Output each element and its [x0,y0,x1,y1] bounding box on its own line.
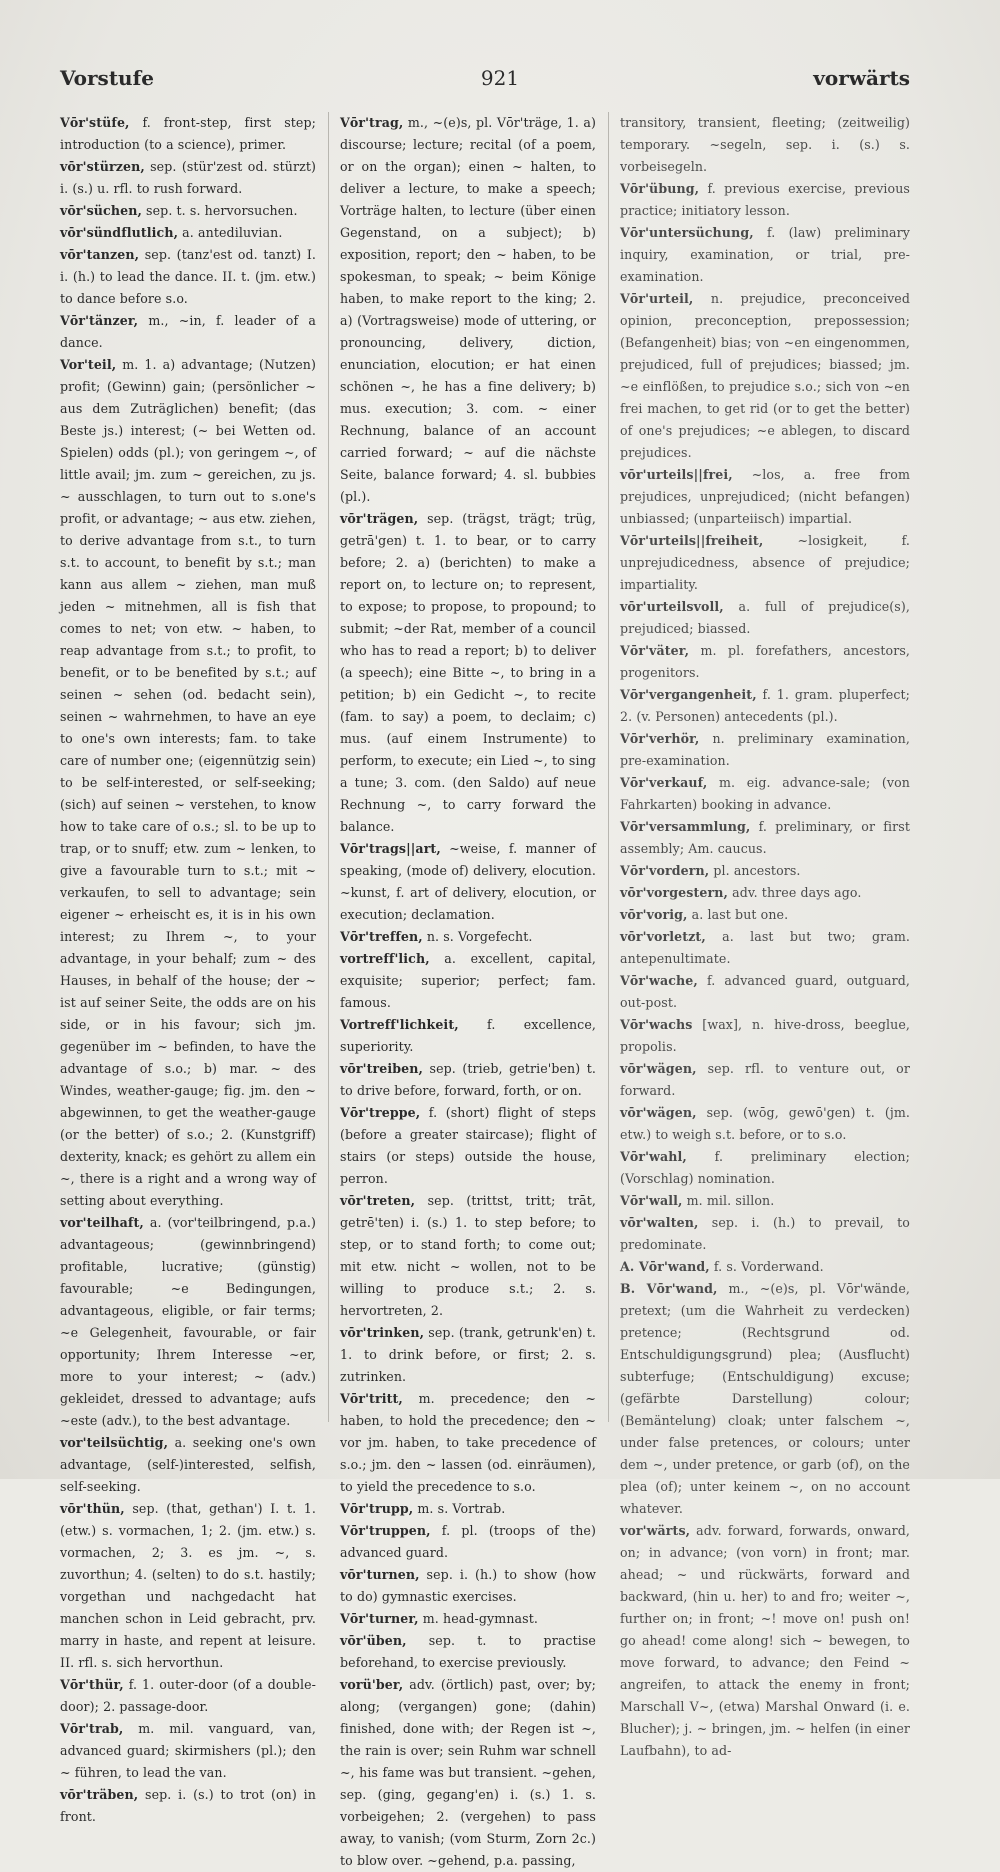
dictionary-entry [620,1278,910,1520]
entry-definition: sep. (wōg, gewō'gen) t. (jm. etw.) to weigh s.t. before, or to s.o. [620,1105,910,1142]
entry-definition: ~losigkeit, f. unprejudicedness, absence of prejudice; impartiality. [620,533,910,592]
entry-definition: a. seeking one's own advantage, (self-)interested, selfish, self-seeking. [60,1435,316,1494]
entry-headword: vor'wärts, [620,1523,691,1538]
entry-definition: sep. (that, gethan') I. t. 1. (etw.) s. vormachen, 1; 2. (jm. etw.) s. vormachen, 2; 3. es jm. ~, s. zuvorthun; 4. (selten) to do s.t. hastily; vorgethan und nachgedacht hat manchen schon in Leid gebracht, prv. marry in haste, and repent at leisure. II. rfl. s. sich hervorthun. [60,1501,316,1670]
entry-headword: Vōr'tritt, [340,1391,403,1406]
entry-definition: adv. three days ago. [727,885,862,900]
entry-headword: vor'teilhaft, [60,1215,144,1230]
entry-definition: f. 1. gram. pluperfect; 2. (v. Personen) antecedents (pl.). [620,687,910,724]
entry-headword: vōr'urteilsvoll, [620,599,724,614]
dictionary-entry [60,200,316,222]
entry-definition: a. last but two; gram. antepenultimate. [620,929,910,966]
dictionary-entry [60,1212,316,1432]
dictionary-entry [620,728,910,772]
entry-headword: Vōr'vergangenheit, [620,687,757,702]
entry-headword: Vōr'truppen, [340,1523,431,1538]
entry-definition: sep. i. (s.) to trot (on) in front. [60,1787,316,1824]
entry-definition: sep. i. (h.) to show (how to do) gymnastic exercises. [340,1567,596,1604]
entry-headword: Vor'teil, [60,357,117,372]
entry-definition: adv. (örtlich) past, over; by; along; (vergangen) gone; (dahin) finished, done with; der Regen ist ~, the rain is over; sein Ruhm war schnell ~, his fame was but transient. ~gehen, sep. (ging, gegang'en) i. (s.) 1. s. vorbeigehen; 2. (vergehen) to pass away, to vanish; (vom Sturm, Zorn 2c.) to blow over. ~gehend, p.a. passing, [340,1677,596,1868]
dictionary-entry [620,860,910,882]
entry-headword: Vōr'väter, [620,643,690,658]
entry-headword: vōr'urteils||frei, [620,467,733,482]
entry-headword: vōr'wägen, [620,1061,697,1076]
entry-definition: f. advanced guard, outguard, out-post. [620,973,910,1010]
entry-definition: a. (vor'teilbringend, p.a.) advantageous; (gewinnbringend) profitable, lucrative; (günstig) favourable; ~e Bedingungen, advantageous, eligible, or fair terms; ~e Gelegenheit, favourable, or fair opportunity; Ihrem Interesse ~er, more to your interest; ~ (adv.) gekleidet, dressed to advantage; aufs ~este (adv.), to the best advantage. [60,1215,316,1428]
entry-definition: f. 1. outer-door (of a double-door); 2. passage-door. [60,1677,316,1714]
dictionary-entry [620,464,910,530]
entry-headword: Vōr'versammlung, [620,819,751,834]
entry-headword: Vōr'thür, [60,1677,124,1692]
entry-headword: vōr'vorletzt, [620,929,706,944]
entry-headword: Vōr'verhör, [620,731,700,746]
dictionary-entry [60,222,316,244]
entry-headword: vōr'sündflutlich, [60,225,179,240]
dictionary-entry [340,1102,596,1190]
dictionary-entry [620,904,910,926]
entry-definition: n. preliminary examination, pre-examination. [620,731,910,768]
entry-definition: m. head-gymnast. [418,1611,538,1626]
entry-headword: vōr'thün, [60,1501,125,1516]
entry-headword: Vōr'trags||art, [340,841,441,856]
entry-definition: m. pl. forefathers, ancestors, progenitors. [620,643,910,680]
column-3 [620,112,910,1762]
entry-headword: Vortreff'lichkeit, [340,1017,459,1032]
entry-definition: a. antediluvian. [178,225,283,240]
entry-headword: Vōr'trag, [340,115,404,130]
entry-definition: m. eig. advance-sale; (von Fahrkarten) booking in advance. [620,775,910,812]
entry-headword: vōr'tanzen, [60,247,140,262]
dictionary-entry [620,882,910,904]
dictionary-entry [60,156,316,200]
dictionary-entry [340,1674,596,1872]
entry-headword: vōr'walten, [620,1215,699,1230]
entry-headword: vōr'treten, [340,1193,416,1208]
entry-headword: vōr'süchen, [60,203,142,218]
entry-headword: vōr'vorig, [620,907,688,922]
entry-definition: a. last but one. [687,907,789,922]
dictionary-entry [60,354,316,1212]
entry-headword: Vōr'trupp, [340,1501,414,1516]
column-2 [340,112,596,1872]
entry-headword: Vōr'wachs [620,1017,693,1032]
entry-definition: m. 1. a) advantage; (Nutzen) profit; (Gewinn) gain; (persönlicher ~ aus dem Zuträglichen) benefit; (das Beste js.) interest; (~ bei Wetten od. Spielen) odds (pl.); von geringem ~, of little avail; jm. zum ~ gereichen, zu js. ~ ausschlagen, to turn out to s.one's profit, or advantage; ~ aus etw. ziehen, to derive advantage from s.t., to turn s.t. to account, to benefit by s.t.; man kann aus allem ~ ziehen, man muß jeden ~ mitnehmen, all is fish that comes to net; von etw. ~ haben, to reap advantage from s.t.; to profit, to benefit, or to be benefited by s.t.; auf seinen ~ sehen (od. bedacht sein), seinen ~ wahrnehmen, to have an eye to one's own interests; fam. to take care of number one; (eigennützig sein) to be self-interested, or self-seeking; (sich) auf seinen ~ verstehen, to know how to take care of o.s.; sl. to be up to trap, or to snuff; etw. zum ~ lenken, to give a favourable turn to s.t.; mit ~ verkaufen, to sell to advantage; sein eigener ~ erheischt es, it is in his own interest; zu Ihrem ~, to your advantage, in your behalf; zum ~ des Hauses, in behalf of the house; der ~ ist auf seiner Seite, the odds are on his side, or in his favour; sich jm. gegenüber im ~ befinden, to have the advantage of s.o.; b) mar. ~ des Windes, weather-gauge; fig. jm. den ~ abgewinnen, to get the weather-gauge (or the better) of s.o.; 2. (Kunstgriff) dexterity, knack; es gehört zu allem ein ~, there is a right and a wrong way of setting about everything. [60,357,316,1208]
column-divider [328,112,329,1422]
dictionary-entry [620,970,910,1014]
page-number: 921 [480,66,520,90]
dictionary-entry [620,772,910,816]
dictionary-entry [340,1190,596,1322]
entry-definition: f. previous exercise, previous practice; initiatory lesson. [620,181,910,218]
entry-headword: vōr'trägen, [340,511,419,526]
dictionary-entry [60,1718,316,1784]
entry-headword: Vōr'urteils||freiheit, [620,533,764,548]
dictionary-entry [620,1102,910,1146]
entry-headword: vorü'ber, [340,1677,404,1692]
dictionary-entry [60,1498,316,1674]
entry-headword: Vōr'trab, [60,1721,124,1736]
dictionary-entry [340,1058,596,1102]
entry-definition: f. front-step, first step; introduction (to a science), primer. [60,115,316,152]
entry-definition: transitory, transient, fleeting; (zeitweilig) temporary. ~segeln, sep. i. (s.) s. vorbeisegeln. [620,115,910,174]
entry-headword: Vōr'stüfe, [60,115,130,130]
entry-definition: sep. (trieb, getrie'ben) t. to drive before, forward, forth, or on. [340,1061,596,1098]
running-head-right: vorwärts [813,66,910,90]
entry-definition: m., ~(e)s, pl. Vōr'träge, 1. a) discourse; lecture; recital (of a poem, or on the organ); einen ~ halten, to deliver a lecture, to make a speech; Vorträge halten, to lecture (über einen Gegenstand, on a subject); b) exposition, report; den ~ haben, to be spokesman, to speak; ~ beim Könige haben, to make report to the king; 2. a) (Vortragsweise) mode of uttering, or pronouncing, delivery, diction, enunciation, elocution; er hat einen schönen ~, he has a fine delivery; b) mus. execution; 3. com. ~ einer Rechnung, balance of an account carried forward; ~ auf die nächste Seite, balance forward; 4. sl. bubbies (pl.). [340,115,596,504]
dictionary-entry [620,926,910,970]
entry-definition: sep. (stür'zest od. stürzt) i. (s.) u. rfl. to rush forward. [60,159,316,196]
entry-headword: vor'teilsüchtig, [60,1435,169,1450]
entry-headword: B. Vōr'wand, [620,1281,718,1296]
entry-definition: ~weise, f. manner of speaking, (mode of) delivery, elocution. ~kunst, f. art of delivery, elocution, or execution; declamation. [340,841,596,922]
dictionary-entry [620,1520,910,1762]
dictionary-entry [340,948,596,1014]
entry-definition: n. prejudice, preconceived opinion, preconception, prepossession; (Befangenheit) bias; von ~en eingenommen, prejudiced, full of prejudices; biassed; jm. ~e einflößen, to prejudice s.o.; sich von ~en frei machen, to get rid (or to get the better) of one's prejudices; ~e ablegen, to discard prejudices. [620,291,910,460]
entry-definition: [wax], n. hive-dross, beeglue, propolis. [620,1017,910,1054]
dictionary-entry [340,1564,596,1608]
entry-definition: a. full of prejudice(s), prejudiced; biassed. [620,599,910,636]
entry-definition: m. precedence; den ~ haben, to hold the precedence; den ~ vor jm. haben, to take precedence of s.o.; jm. den ~ lassen (od. einräumen), to yield the precedence to s.o. [340,1391,596,1494]
entry-headword: vōr'wägen, [620,1105,697,1120]
dictionary-entry [620,1190,910,1212]
entry-headword: Vōr'treffen, [340,929,423,944]
dictionary-entry [620,112,910,178]
dictionary-entry [620,1014,910,1058]
entry-definition: f. s. Vorderwand. [709,1259,824,1274]
entry-headword: Vōr'verkauf, [620,775,708,790]
entry-headword: vōr'stürzen, [60,159,145,174]
dictionary-entry [60,1674,316,1718]
dictionary-entry [620,596,910,640]
dictionary-entry [60,1784,316,1828]
entry-definition: sep. i. (h.) to prevail, to predominate. [620,1215,910,1252]
entry-headword: Vōr'wall, [620,1193,683,1208]
entry-headword: Vōr'tänzer, [60,313,139,328]
entry-definition: f. preliminary election; (Vorschlag) nomination. [620,1149,910,1186]
dictionary-entry [60,244,316,310]
entry-definition: pl. ancestors. [709,863,801,878]
entry-headword: vōr'treiben, [340,1061,424,1076]
entry-definition: sep. t. s. hervorsuchen. [141,203,298,218]
entry-definition: m., ~(e)s, pl. Vōr'wände, pretext; (um die Wahrheit zu verdecken) pretence; (Rechtsgrund od. Entschuldigungsgrund) plea; (Ausflucht) subterfuge; (Entschuldigung) excuse; (gefärbte Darstellung) colour; (Bemäntelung) cloak; unter falschem ~, under false pretences, or colours; unter dem ~, under pretence, or garb (of), on the plea (of); unter keinem ~, on no account whatever. [620,1281,911,1516]
entry-definition: sep. (trank, getrunk'en) t. 1. to drink before, or first; 2. s. zutrinken. [340,1325,596,1384]
dictionary-entry [620,1146,910,1190]
entry-headword: vōr'üben, [340,1633,407,1648]
dictionary-entry [620,288,910,464]
dictionary-entry [340,1014,596,1058]
entry-headword: Vōr'urteil, [620,291,694,306]
dictionary-entry [620,530,910,596]
entry-headword: A. Vōr'wand, [620,1259,710,1274]
dictionary-entry [620,1256,910,1278]
column-1 [60,112,316,1828]
entry-definition: m. mil. sillon. [682,1193,775,1208]
entry-definition: f. (short) flight of steps (before a greater staircase); flight of stairs (or steps) outside the house, perron. [340,1105,596,1186]
dictionary-entry [620,1058,910,1102]
entry-definition: sep. rfl. to venture out, or forward. [620,1061,910,1098]
entry-headword: vortreff'lich, [340,951,430,966]
entry-headword: Vōr'untersüchung, [620,225,754,240]
dictionary-entry [620,640,910,684]
entry-definition: f. (law) preliminary inquiry, examination, or trial, pre-examination. [620,225,910,284]
entry-headword: vōr'turnen, [340,1567,420,1582]
running-head-left: Vorstufe [60,66,154,90]
entry-definition: a. excellent, capital, exquisite; superior; perfect; fam. famous. [340,951,596,1010]
dictionary-entry [340,1520,596,1564]
dictionary-entry [60,1432,316,1498]
entry-headword: Vōr'wache, [620,973,698,988]
dictionary-entry [60,310,316,354]
dictionary-entry [340,1388,596,1498]
entry-definition: sep. (trittst, tritt; trāt, getrē'ten) i. (s.) 1. to step before; to step, or to stand forth; to come out; mit etw. nicht ~ wollen, not to be willing to produce s.t.; 2. s. hervortreten, 2. [340,1193,596,1318]
dictionary-entry [60,112,316,156]
entry-headword: Vōr'übung, [620,181,700,196]
entry-definition: sep. t. to practise beforehand, to exercise previously. [340,1633,596,1670]
entry-definition: ~los, a. free from prejudices, unprejudiced; (nicht befangen) unbiassed; (unparteiisch) impartial. [620,467,910,526]
dictionary-entry [340,112,596,508]
entry-headword: Vōr'wahl, [620,1149,687,1164]
dictionary-entry [340,838,596,926]
entry-definition: n. s. Vorgefecht. [422,929,533,944]
entry-definition: m., ~in, f. leader of a dance. [60,313,316,350]
dictionary-entry [340,508,596,838]
entry-definition: f. excellence, superiority. [340,1017,596,1054]
dictionary-entry [340,1498,596,1520]
entry-headword: Vōr'vordern, [620,863,710,878]
dictionary-entry [340,926,596,948]
entry-definition: m. mil. vanguard, van, advanced guard; skirmishers (pl.); den ~ führen, to lead the van. [60,1721,316,1780]
entry-definition: sep. (tanz'est od. tanzt) I. i. (h.) to lead the dance. II. t. (jm. etw.) to dance before s.o. [60,247,316,306]
entry-headword: vōr'trinken, [340,1325,425,1340]
entry-headword: vōr'vorgestern, [620,885,728,900]
entry-headword: Vōr'turner, [340,1611,419,1626]
dictionary-entry [620,1212,910,1256]
entry-definition: sep. (trägst, trägt; trüg, getrā'gen) t. 1. to bear, or to carry before; 2. a) (berichten) to make a report on, to lecture on; to represent, to expose; to propose, to propound; to submit; ~der Rat, member of a council who has to read a report; b) to deliver (a speech); eine Bitte ~, to bring in a petition; b) ein Gedicht ~, to recite (fam. to say) a poem, to declaim; c) mus. (auf einem Instrumente) to perform, to execute; ein Lied ~, to sing a tune; 3. com. (den Saldo) auf neue Rechnung ~, to carry forward the balance. [340,511,596,834]
dictionary-entry [340,1630,596,1674]
entry-definition: f. preliminary, or first assembly; Am. caucus. [620,819,910,856]
dictionary-entry [340,1608,596,1630]
dictionary-entry [620,816,910,860]
dictionary-entry [620,178,910,222]
dictionary-entry [340,1322,596,1388]
entry-headword: Vōr'treppe, [340,1105,421,1120]
dictionary-entry [620,222,910,288]
entry-headword: vōr'träben, [60,1787,139,1802]
dictionary-entry [620,684,910,728]
column-divider [608,112,609,1422]
entry-definition: m. s. Vortrab. [413,1501,506,1516]
entry-definition: adv. forward, forwards, onward, on; in advance; (von vorn) in front; mar. ahead; ~ und rückwärts, forward and backward, (hin u. her) to and fro; weiter ~, further on; in front; ~! move on! push on! go ahead! come along! sich ~ bewegen, to move forward, to advance; den Feind ~ angreifen, to attack the enemy in front; Marschall V~, (etwa) Marshal Onward (i. e. Blucher); j. ~ bringen, jm. ~ helfen (in einer Laufbahn), to ad- [620,1523,910,1758]
entry-definition: f. pl. (troops of the) advanced guard. [340,1523,596,1560]
